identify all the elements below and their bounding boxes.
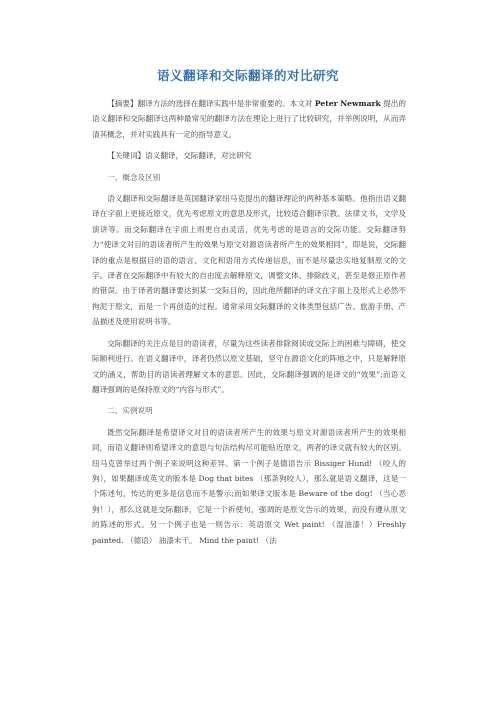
keywords-text: 语义翻译，交际翻译，对比研究 xyxy=(145,151,252,161)
abstract xyxy=(92,96,406,142)
keywords-label: 【关键词】 xyxy=(107,151,146,161)
paragraph: 既然交际翻译是希望译文对目的语读者所产生的效果与原文对源语读者所产生的效果相同，而语义翻译则希望译文的意思与句法结构尽可能贴近原文，两者的译文就有较大的区别。纽马克曾举过两个例子来说明这种差异。第一个例子是德语告示 Bissiger Hund! （咬人的狗），如果翻译成英文的版本是 Dog that bites （那条狗咬人），那么就是语义翻译，这是一个陈述句，传达的更多是信息而不是警示;而如果译文版本是 Beware of the dog! （当心恶狗！），那么这就是交际翻译，它是一个祈使句，强调的是原文告示的效果，而没有遵从原文的陈述的形式。另一个例子也是一则告示：英语原文 Wet paint! （湿油漆！）Freshly painted. （德语） 油漆未干。 Mind the paint! （法 xyxy=(92,427,406,545)
paragraph: 交际翻译的关注点是目的语读者，尽量为这些读者排除阅读或交际上的困难与障碍，使交际顺利进行。在语义翻译中，译者仍然以原文基础，坚守在源语文化的阵地之中，只是解释原文的涵义，帮助目的语读者理解文本的意思。因此，交际翻译强调的是译文的“效果”;而语义翻译强调的是保持原文的“内容与形式”。 xyxy=(92,338,406,394)
page-title: 语义翻译和交际翻译的对比研究 xyxy=(156,68,339,83)
section-heading-2: 二、实例说明 xyxy=(107,406,153,416)
keywords xyxy=(92,148,406,163)
abstract-text: 翻译方法的选择在翻译实践中是非常重要的。本文对 Peter Newmark 提出的语义翻译和交际翻译这两种最常见的翻译方法在理论上进行了比较研究，并举例说明，从而弄清其概念，并对实践具有一定的指导意义。 xyxy=(92,99,406,139)
paragraph: 语义翻译和交际翻译是英国翻译家纽马克提出的翻译理论的两种基本策略。他指出语义翻译在字面上更接近原文，优先考虑原文的意思及形式，比较适合翻译宗教、法律文书，文学及演讲等。而交际翻译在字面上则更自由灵活，优先考虑的是语言的交际功能。交际翻译努力“使译文对目的语读者所产生的效果与原文对源语读者所产生的效果相同”，即是说，交际翻译的重点是根据目的语的语言、文化和语用方式传递信息，而不是尽量忠实地复制原文的文字。译者在交际翻译中有较大的自由度去解释原文，调整文体、排除歧义，甚至是修正原作者的错误。由于译者的翻译要达到某一交际目的，因此他所翻译的译文在字面上及形式上必然不拘泥于原文，而是一个再创造的过程。通常采用交际翻译的文体类型包括广告、旅游手册、产品描述及使用说明书等。 xyxy=(92,194,406,327)
section-heading-1: 一、概念及区别 xyxy=(107,172,161,182)
abstract-label: 【摘要】 xyxy=(107,99,138,108)
document-body xyxy=(92,96,406,554)
